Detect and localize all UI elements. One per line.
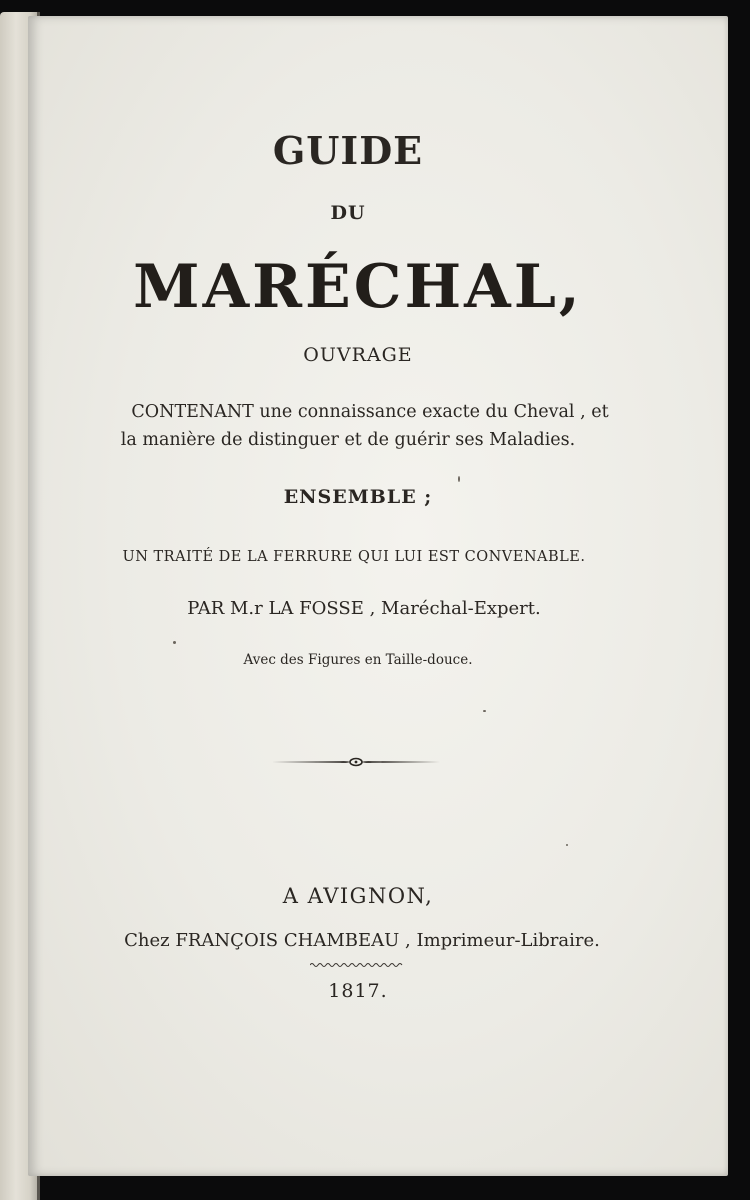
ornament-divider bbox=[270, 754, 442, 770]
figures-note: Avec des Figures en Taille-douce. bbox=[243, 652, 473, 668]
contents-line-1: CONTENANT une connaissance exacte du Cheval , et bbox=[131, 402, 609, 422]
book-title: GUIDE bbox=[272, 128, 424, 173]
contents-line-2: la manière de distinguer et de guérir ses Maladies. bbox=[120, 430, 576, 450]
ensemble-label: ENSEMBLE ; bbox=[283, 486, 433, 508]
main-title: MARÉCHAL, bbox=[133, 252, 583, 322]
title-page bbox=[28, 16, 728, 1176]
author-line: PAR M.r LA FOSSE , Maréchal-Expert. bbox=[187, 598, 541, 619]
treatise-line: UN TRAITÉ DE LA FERRURE QUI LUI EST CONVENABLE. bbox=[122, 549, 586, 565]
title-preposition: DU bbox=[330, 202, 366, 224]
paper-speck bbox=[483, 710, 486, 712]
imprint-place: A AVIGNON, bbox=[282, 884, 434, 908]
paper-speck bbox=[458, 476, 460, 482]
imprint-publisher: Chez FRANÇOIS CHAMBEAU , Imprimeur-Libraire. bbox=[124, 930, 600, 951]
work-label: OUVRAGE bbox=[303, 344, 413, 366]
imprint-year: 1817. bbox=[328, 980, 388, 1002]
paper-speck bbox=[566, 844, 568, 846]
wavy-rule bbox=[310, 962, 404, 968]
paper-speck bbox=[173, 641, 176, 644]
